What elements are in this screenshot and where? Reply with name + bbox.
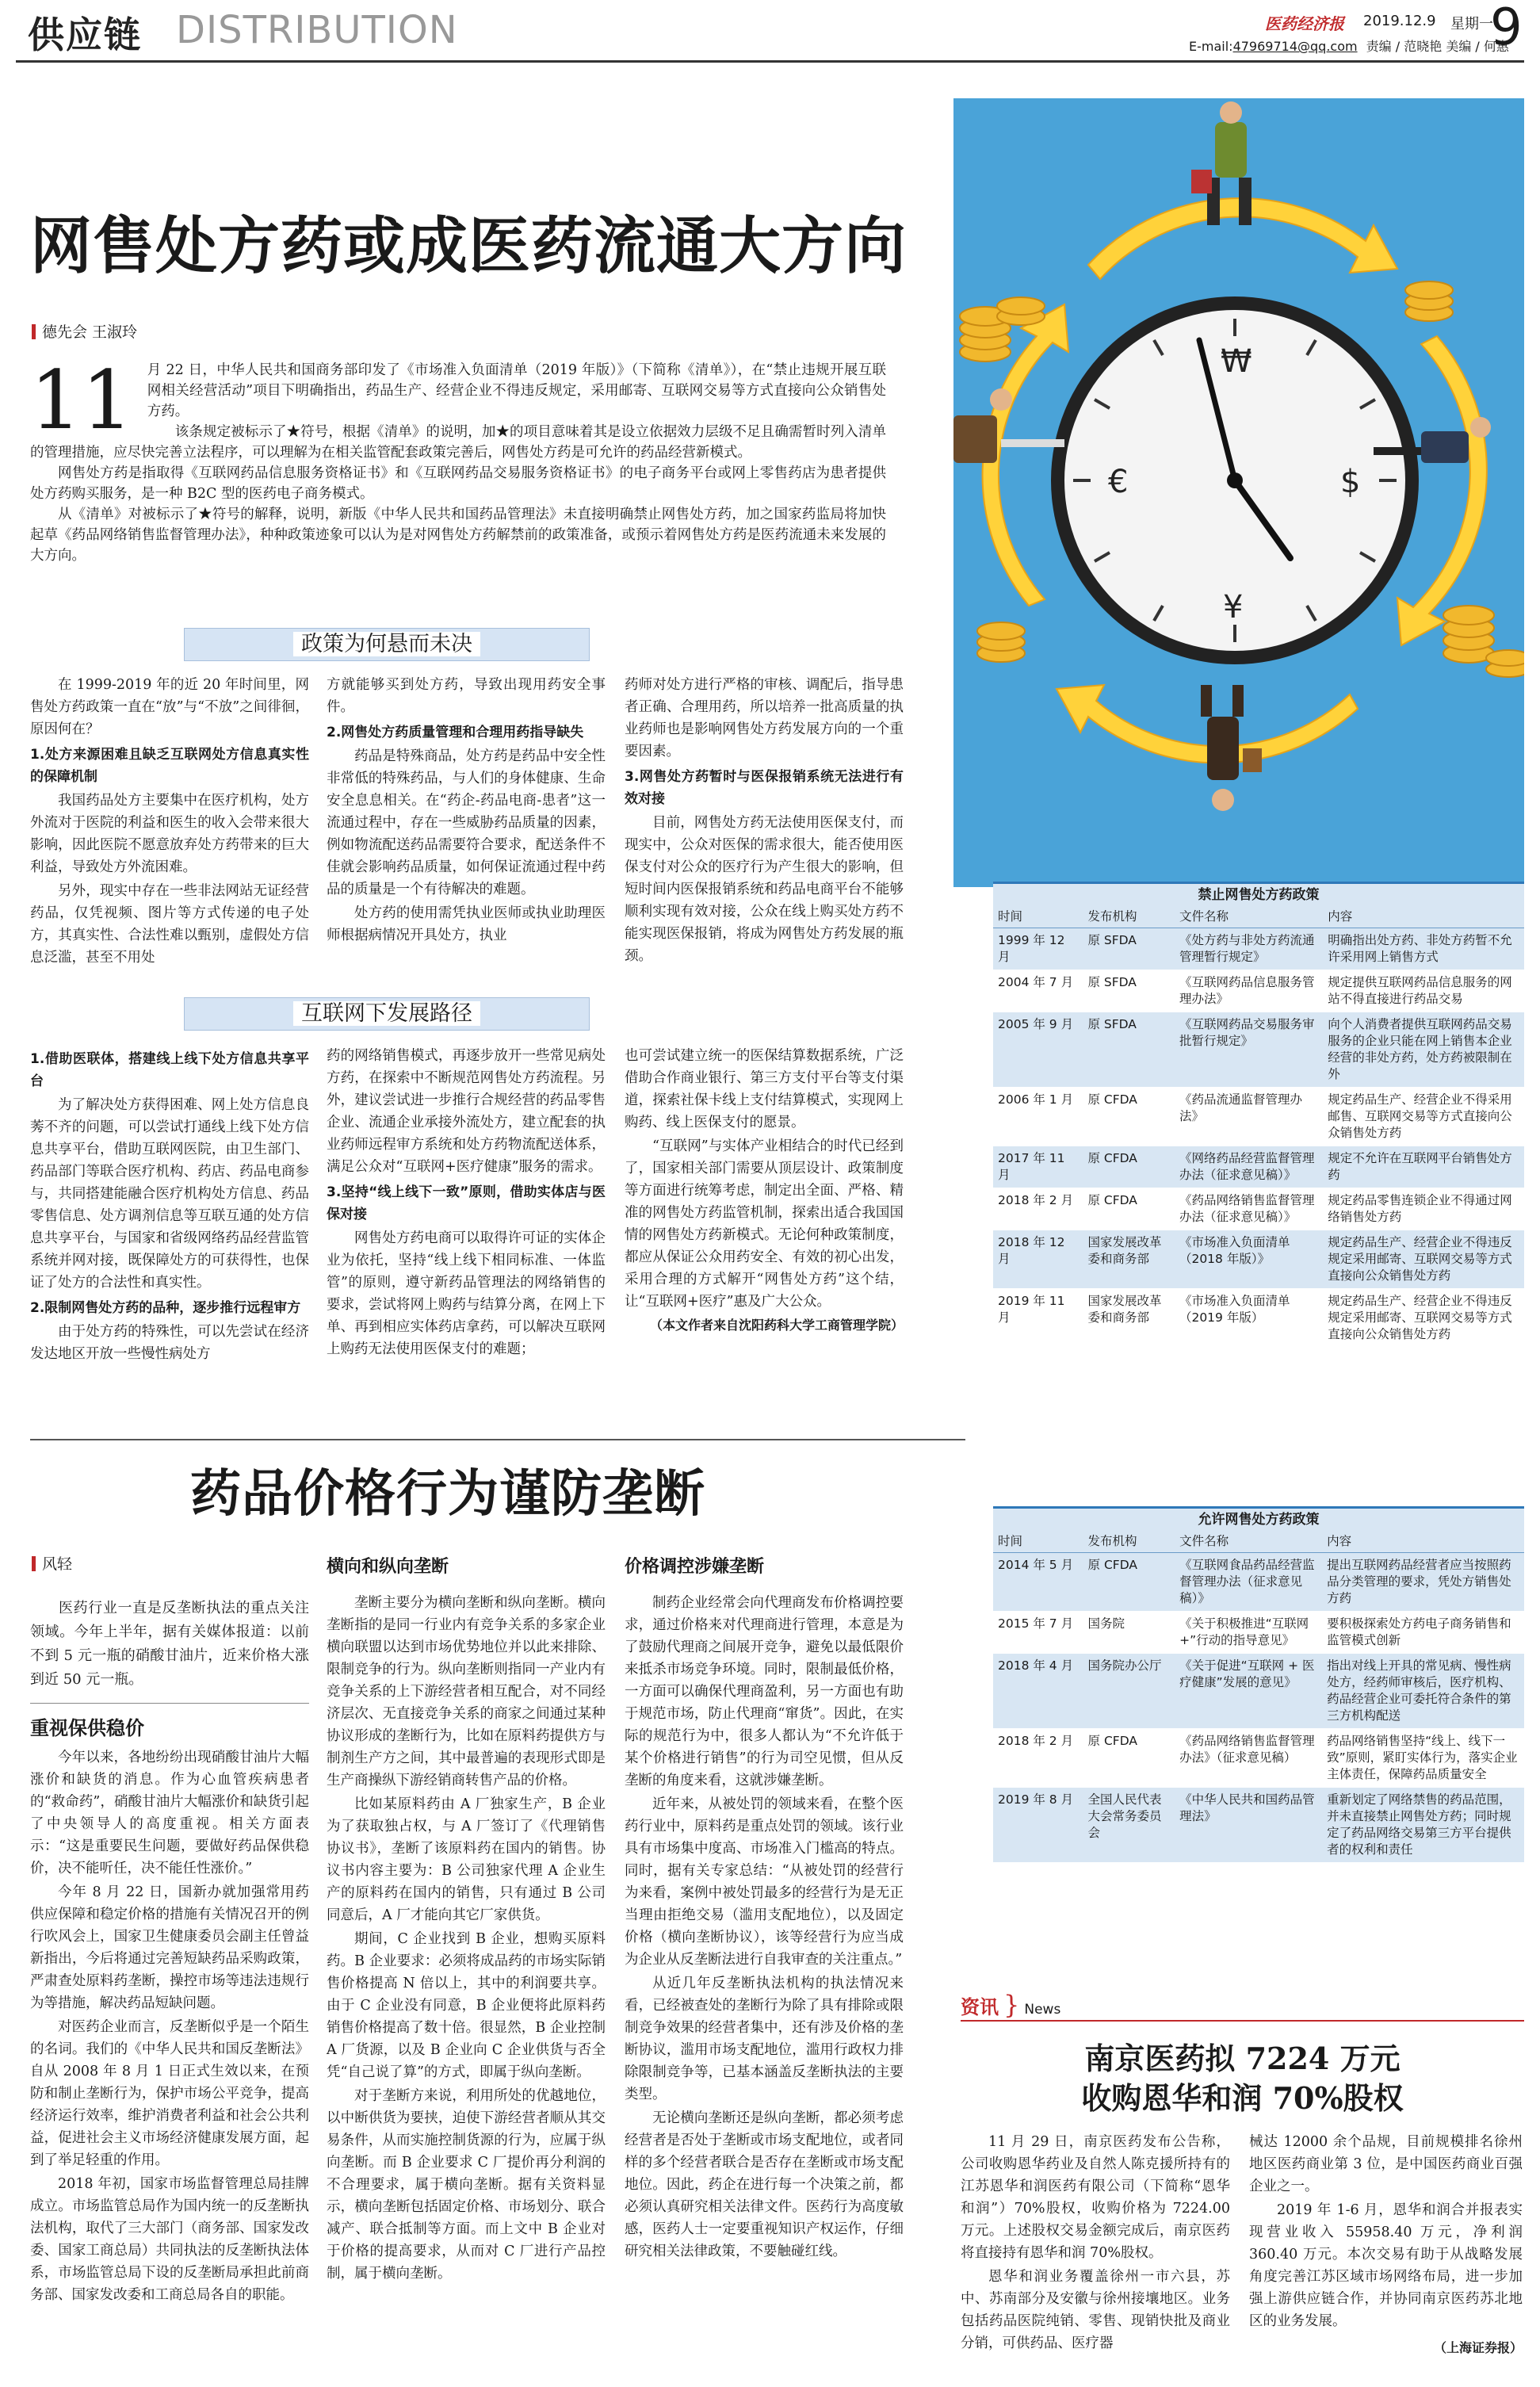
table-row	[993, 1012, 1524, 1088]
news-column-1	[961, 2131, 1230, 2356]
table-header-cell: 时间	[993, 906, 1083, 928]
table-cell: 国家发展改革委和商务部	[1083, 1230, 1175, 1289]
table-header-cell: 发布机构	[1083, 1531, 1175, 1553]
section-heading-path	[184, 997, 590, 1031]
table-cell: 《市场准入负面清单（2019 年版）	[1175, 1289, 1323, 1348]
table-cell: 规定药品生产、经营企业不得采用邮售、互联网交易等方式直接向公众销售处方药	[1323, 1088, 1524, 1146]
paragraph: 制药企业经常会向代理商发布价格调控要求，通过价格来对代理商进行管理，本意是为了鼓励代理商之间展开竞争，避免以最低限价来抵杀市场竞争环境。同时，限制最低价格，一方面可以确保代理商盈利，另一方面也有助于规范市场，防止代理商“窜货”。因此，在实际的规范行为中，很多人都认为“不允许低于某个价格进行销售”的行为司空见惯，但从反垄断的角度来看，这就涉嫌垄断。	[625, 1595, 904, 1788]
table-cell: 原 CFDA	[1083, 1088, 1175, 1146]
table-cell: 2019 年 11 月	[993, 1289, 1083, 1348]
table-cell: 《药品网络销售监督管理办法（征求意见稿）》	[1175, 1188, 1323, 1230]
paragraph: 方就能够买到处方药，导致出现用药安全事件。	[327, 677, 606, 715]
table-cell: 《关于积极推进“互联网+”行动的指导意见》	[1175, 1612, 1322, 1654]
ban-policy-table-title: 禁止网售处方药政策	[993, 882, 1524, 906]
news-tag-rule	[961, 2020, 1524, 2022]
table-cell: 明确指出处方药、非处方药暂不允许采用网上销售方式	[1323, 928, 1524, 970]
currency-yen: ¥	[1223, 589, 1244, 625]
currency-dollar: $	[1340, 464, 1361, 500]
table-cell: 《互联网药品信息服务管理办法》	[1175, 970, 1323, 1012]
table-cell: 重新划定了网络禁售的药品范围，并未直接禁止网售处方药；同时规定了药品网络交易第三方平台提供者的权利和责任	[1322, 1788, 1524, 1863]
table-row	[993, 1612, 1524, 1654]
paragraph: 2018 年初，国家市场监督管理总局挂牌成立。市场监管总局作为国内统一的反垄断执法机构，取代了三大部门（商务部、国家发改委、国家工商总局）共同执法的反垄断执法体系，市场监管总局下设的反垄断局承担此前商务部、国家发改委和工商总局各自的职能。	[30, 2176, 309, 2303]
table-cell: 2018 年 4 月	[993, 1654, 1083, 1729]
paragraph: 恩华和润业务覆盖徐州一市六县，苏中、苏南部分及安徽与徐州接壤地区。业务包括药品医院纯销、零售、现销快批及商业分销，可供药品、医疗器	[961, 2269, 1230, 2351]
table-cell: 2018 年 12 月	[993, 1230, 1083, 1289]
figure-left	[953, 388, 1064, 463]
table-cell: 原 CFDA	[1083, 1188, 1175, 1230]
antitrust-column-2	[327, 1554, 606, 2286]
table-header-row	[993, 1531, 1524, 1553]
lead-paragraph: 从《清单》对被标示了★符号的解释，说明，新版《中华人民共和国药品管理法》未直接明确禁止网售处方药，加之国家药监局将加快起草《药品网络销售监督管理办法》，种种政策迹象可以认为是对网售处方药解禁前的政策准备，或预示着网售处方药是医药流通未来发展的大方向。	[30, 507, 886, 564]
table-cell: 2004 年 7 月	[993, 970, 1083, 1012]
section-heading-policy	[184, 628, 590, 661]
subheading: 2.限制网售处方药的品种，逐步推行远程审方	[30, 1300, 301, 1316]
paragraph: 近年来，从被处罚的领域来看，在整个医药行业中，原料药是重点处罚的领域。该行业具有市场集中度高、市场准入门槛高的特点。同时，据有关专家总结：“从被处罚的经营行为来看，案例中被处罚最多的经营行为是无正当理由拒绝交易（滥用支配地位），以及固定价格（横向垄断协议），该等经营行为应当成为企业从反垄断法进行自我审查的关注重点。”	[625, 1796, 904, 1968]
lead-paragraph: 网售处方药是指取得《互联网药品信息服务资格证书》和《互联网药品交易服务资格证书》的电子商务平台或网上零售药店为患者提供处方药购买服务，是一种 B2C 型的医药电子商务模式。	[30, 465, 886, 502]
subheading: 1.处方来源困难且缺乏互联网处方信息真实性的保障机制	[30, 747, 309, 785]
contact-line	[1189, 36, 1509, 55]
table-cell: 2014 年 5 月	[993, 1553, 1083, 1612]
table-cell: 原 SFDA	[1083, 928, 1175, 970]
policy-column-1	[30, 674, 309, 970]
table-cell: 国务院办公厅	[1083, 1654, 1175, 1729]
paragraph: 比如某原料药由 A 厂独家生产，B 企业为了获取独占权，与 A 厂签订了《代理销售协议书》，垄断了该原料药在国内的销售。协议书内容主要为：B 公司独家代理 A 企业生产的原料药在国内的销售，只有通过 B 公司同意后，A 厂才能向其它厂家供货。	[327, 1796, 606, 1923]
section-title-en: DISTRIBUTION	[176, 8, 458, 52]
news-tag-en: News	[1024, 2002, 1061, 2018]
currency-won: ₩	[1221, 343, 1252, 380]
email-label: E-mail:	[1189, 39, 1233, 54]
table-header-cell: 文件名称	[1175, 906, 1323, 928]
news-title	[961, 2039, 1524, 2118]
drop-cap: 11	[30, 354, 133, 448]
table-cell: 原 SFDA	[1083, 970, 1175, 1012]
table-header-cell: 发布机构	[1083, 906, 1175, 928]
paragraph: 药品是特殊商品，处方药是药品中安全性非常低的特殊药品，与人们的身体健康、生命安全息息相关。在“药企-药品电商-患者”这一流通过程中，存在一些威胁药品质量的因素，例如物流配送药品需要符合要求，配送条件不佳就会影响药品质量，如何保证流通过程中药品的质量是一个有待解决的难题。	[327, 748, 606, 897]
news-bracket-icon: }	[1003, 1990, 1020, 2020]
paragraph: 对于垄断方来说，利用所处的优越地位，以中断供货为要挟，迫使下游经营者顺从其交易条件，从而实施控制货源的行为，应属于纵向垄断。而 B 企业要求 C 厂提价再分利润的不合理要求，属于横向垄断。据有关资料显示，横向垄断包括固定价格、市场划分、联合减产、联合抵制等方面。而上文中 B 企业对于价格的提高要求，从而对 C 厂进行产品控制，属于横向垄断。	[327, 2088, 606, 2282]
currency-euro: €	[1108, 464, 1129, 500]
author-name: 风轻	[42, 1555, 73, 1573]
paragraph: 网售处方药电商可以取得许可证的实体企业为依托，坚持“线上线下相同标准、一体监管”的原则，遵守新药品管理法的网络销售的要求，尝试将网上购药与结算分离，在网上下单、再到相应实体药店拿药，可以解决互联网上购药无法使用医保支付的难题；	[327, 1230, 606, 1357]
section-heading-text: 政策为何悬而未决	[293, 632, 480, 656]
paragraph: 在 1999-2019 年的近 20 年时间里，网售处方药政策一直在“放”与“不放”之间徘徊，原因何在？	[30, 677, 309, 737]
paragraph: 由于处方药的特殊性，可以先尝试在经济发达地区开放一些慢性病处方	[30, 1324, 309, 1362]
table-cell: 《药品网络销售监督管理办法》（征求意见稿）	[1175, 1729, 1322, 1788]
lead-block	[30, 354, 886, 566]
table-row	[993, 970, 1524, 1012]
table-cell: 要积极探索处方药电子商务销售和监管模式创新	[1322, 1612, 1524, 1654]
news-tag-cn: 资讯	[961, 1996, 999, 2018]
table-cell: 《互联网食品药品经营监督管理办法（征求意见稿）》	[1175, 1553, 1322, 1612]
paragraph: 垄断主要分为横向垄断和纵向垄断。横向垄断指的是同一行业内有竞争关系的多家企业横向联盟以达到市场优势地位并以此来排除、限制竞争的行为。纵向垄断则指同一产业内有竞争关系的上下游经营者相互配合，对不同经济层次、无直接竞争关系的商家之间通过某种协议形成的垄断行为，比如在原料药提供方与制剂生产方之间，其中最普遍的表现形式即是生产商操纵下游经销商转售产品的价格。	[327, 1595, 606, 1788]
paper-logo: 医药经济报	[1265, 14, 1344, 33]
paragraph: 无论横向垄断还是纵向垄断，都必须考虑经营者是否处于垄断或市场支配地位，或者同样的多个经营者联合是否存在垄断或市场支配地位。因此，药企在进行每一个决策之前，都必须认真研究相关法律文件。医药行为高度敏感，医药人士一定要重视知识产权运作，仔细研究相关法律政策，不要触碰红线。	[625, 2110, 904, 2259]
table-cell: 2019 年 8 月	[993, 1788, 1083, 1863]
news-tag	[961, 1990, 1060, 2020]
path-column-2	[327, 1045, 606, 1362]
antitrust-column-3	[625, 1554, 904, 2264]
article-title: 网售处方药或成医药流通大方向	[30, 210, 908, 282]
paragraph: 2019 年 1-6 月，恩华和润合并报表实现营业收入 55958.40 万元，净利润 360.40 万元。本次交易有助于从战略发展角度完善江苏区域市场网络布局，进一步加强上游供应链合作，并协同南京医药苏北地区的业务发展。	[1249, 2202, 1523, 2329]
paragraph: 11 月 29 日，南京医药发布公告称，公司收购恩华药业及自然人陈克援所持有的江苏恩华和润医药有限公司（下简称“恩华和润”）70%股权，收购价格为 7224.00 万元。上述股权交易金额完成后，南京医药将直接持有恩华和润 70%股权。	[961, 2134, 1230, 2261]
table-cell: 1999 年 12 月	[993, 928, 1083, 970]
table-cell: 国务院	[1083, 1612, 1175, 1654]
table-cell: 规定药品零售连锁企业不得通过网络销售处方药	[1323, 1188, 1524, 1230]
paragraph: 对医药企业而言，反垄断似乎是一个陌生的名词。我们的《中华人民共和国反垄断法》自从 2008 年 8 月 1 日正式生效以来，在预防和制止垄断行为，保护市场公平竞争，提高经济运行效率，维护消费者利益和社会公共利益，促进社会主义市场经济健康发展方面，起到了举足轻重的作用。	[30, 2019, 309, 2168]
table-cell: 2017 年 11 月	[993, 1146, 1083, 1188]
table-cell: 《中华人民共和国药品管理法》	[1175, 1788, 1322, 1863]
lead-paragraph: 该条规定被标示了★符号，根据《清单》的说明，加★的项目意味着其是设立依据效力层级不足且确需暂时列入清单的管理措施，应尽快完善立法程序，可以理解为在相关监管配套政策完善后，网售处方药是可允许的药品经营新模式。	[30, 424, 886, 461]
table-header-cell: 时间	[993, 1531, 1083, 1553]
header-divider	[16, 60, 1524, 63]
path-column-1	[30, 1045, 309, 1367]
byline-marker	[32, 324, 36, 339]
table-cell: 药品网络销售坚持“线上、线下一致”原则，紧盯实体行为，落实企业主体责任，保障药品质量安全	[1322, 1729, 1524, 1788]
subheading: 1.借助医联体，搭建线上线下处方信息共享平台	[30, 1051, 309, 1089]
table-row	[993, 1230, 1524, 1289]
table-row	[993, 1088, 1524, 1146]
subheading: 3.网售处方药暂时与医保报销系统无法进行有效对接	[625, 769, 904, 807]
allow-policy-table-title: 允许网售处方药政策	[993, 1506, 1524, 1531]
email-address[interactable]: 47969714@qq.com	[1232, 39, 1358, 54]
table-row	[993, 928, 1524, 970]
page-header	[0, 0, 1540, 63]
table-cell: 《关于促进“互联网 + 医疗健康”发展的意见》	[1175, 1654, 1322, 1729]
table-row	[993, 1654, 1524, 1729]
subhead: 横向和纵向垄断	[327, 1557, 449, 1577]
table-cell: 2018 年 2 月	[993, 1188, 1083, 1230]
table-row	[993, 1729, 1524, 1788]
divider-line	[30, 1439, 965, 1440]
section-title-cn: 供应链	[28, 13, 142, 56]
paragraph: 械达 12000 余个品规，目前规模排名徐州地区医药商业第 3 位，是中国医药商业百强企业之一。	[1249, 2134, 1523, 2194]
table-cell: 2006 年 1 月	[993, 1088, 1083, 1146]
table-cell: 提出互联网药品经营者应当按照药品分类管理的要求，凭处方销售处方药	[1322, 1553, 1524, 1612]
intro-box: 医药行业一直是反垄断执法的重点关注领域。今年上半年，据有关媒体报道：以前不到 5 元一瓶的硝酸甘油片，近来价格大涨到近 50 元一瓶。	[30, 1593, 309, 1704]
table-cell: 全国人民代表大会常务委员会	[1083, 1788, 1175, 1863]
table-cell: 原 CFDA	[1083, 1729, 1175, 1788]
issue-weekday: 星期一	[1450, 16, 1493, 33]
table-cell: 《药品流通监督管理办法》	[1175, 1088, 1323, 1146]
editor-credits: 责编 / 范晓艳 美编 / 何惠	[1366, 39, 1509, 54]
table-header-cell: 内容	[1323, 906, 1524, 928]
table-cell: 原 CFDA	[1083, 1553, 1175, 1612]
page-number: 9	[1490, 0, 1523, 57]
paragraph: 从近几年反垄断执法机构的执法情况来看，已经被查处的垄断行为除了具有排除或限制竞争效果的经营者集中，还有涉及价格的垄断协议，滥用市场支配地位，滥用行政权力排除限制竞争等，已基本涵盖反垄断执法的主要类型。	[625, 1976, 904, 2102]
allow-policy-table	[993, 1531, 1524, 1863]
policy-column-3	[625, 674, 904, 969]
paragraph: 药师对处方进行严格的审核、调配后，指导患者正确、合理用药，所以培养一批高质量的执业药师也是影响网售处方药发展方向的一个重要因素。	[625, 677, 904, 759]
paragraph: 期间，C 企业找到 B 企业，想购买原料药。B 企业要求：必须将成品药的市场实际销售价格提高 N 倍以上，其中的利润要共享。由于 C 企业没有同意，B 企业便将此原料药销售价格提高了数十倍。很显然，B 企业控制 A 厂货源，以及 B 企业向 C 企业供货与否全凭“自己说了算”的方式，即属于纵向垄断。	[327, 1931, 606, 2080]
table-cell: 原 SFDA	[1083, 1012, 1175, 1088]
table-header-cell: 文件名称	[1175, 1531, 1322, 1553]
article2-byline	[32, 1552, 72, 1574]
subhead: 重视保供稳价	[30, 1717, 144, 1739]
antitrust-column-1	[30, 1593, 309, 2308]
table-cell: 《网络药品经营监督管理办法（征求意见稿）》	[1175, 1146, 1323, 1188]
paragraph: 目前，网售处方药无法使用医保支付，而现实中，公众对医保的需求很大，能否使用医保支付对公众的医疗行为产生很大的影响，但短时间内医保报销系统和药品电商平台不能够顺利实现有效对接，公众在线上购买处方药不能实现医保报销，将成为网售处方药发展的瓶颈。	[625, 815, 904, 964]
paragraph: 为了解决处方获得困难、网上处方信息良莠不齐的问题，可以尝试打通线上线下处方信息共享平台，借助互联网医院，由卫生部门、药品部门等联合医疗机构、药店、药品电商参与，共同搭建能融合医疗机构处方信息、药品零售信息、处方调剂信息等互联互通的处方信息共享平台，与国家和省级网络药品经营监管系统并网对接，既保障处方的可获得性，也保证了处方的合法性和真实性。	[30, 1097, 309, 1291]
ban-policy-table	[993, 906, 1524, 1348]
clock-illustration	[953, 98, 1524, 887]
table-row	[993, 1788, 1524, 1863]
paragraph: 今年以来，各地纷纷出现硝酸甘油片大幅涨价和缺货的消息。作为心血管疾病患者的“救命药”，硝酸甘油片大幅涨价和缺货引起了中央领导人的高度重视。相关方面表示：“这是重要民生问题，要做好药品保供稳价，决不能听任，决不能任性涨价。”	[30, 1750, 309, 1876]
article2-title: 药品价格行为谨防垄断	[190, 1464, 705, 1524]
section-heading-text: 互联网下发展路径	[293, 1001, 480, 1026]
table-cell: 国家发展改革委和商务部	[1083, 1289, 1175, 1348]
clock-svg	[953, 98, 1524, 887]
author-names: 德先会 王淑玲	[42, 323, 138, 341]
table-cell: 2015 年 7 月	[993, 1612, 1083, 1654]
table-row	[993, 1188, 1524, 1230]
news-title-line2: 收购恩华和润 70%股权	[1081, 2080, 1404, 2116]
table-cell: 向个人消费者提供互联网药品交易服务的企业只能在网上销售本企业经营的非处方药，处方药被限制在外	[1323, 1012, 1524, 1088]
paragraph: 今年 8 月 22 日，国新办就加强常用药供应保障和稳定价格的措施有关情况召开的例行吹风会上，国家卫生健康委员会副主任曾益新指出，今后将通过完善短缺药品采购政策，严肃查处原料药垄断，操控市场等违法违规行为等措施，解决药品短缺问题。	[30, 1884, 309, 2011]
paragraph: 另外，现实中存在一些非法网站无证经营药品，仅凭视频、图片等方式传递的电子处方，其真实性、合法性难以甄别，虚假处方信息泛滥，甚至不用处	[30, 883, 309, 966]
table-cell: 规定药品生产、经营企业不得违反规定采用邮寄、互联网交易等方式直接向公众销售处方药	[1323, 1230, 1524, 1289]
paragraph: 处方药的使用需凭执业医师或执业助理医师根据病情况开具处方，执业	[327, 905, 606, 943]
policy-column-2	[327, 674, 606, 948]
table-cell: 2005 年 9 月	[993, 1012, 1083, 1088]
table-cell: 规定不允许在互联网平台销售处方药	[1323, 1146, 1524, 1188]
paragraph: 药的网络销售模式，再逐步放开一些常见病处方药，在探索中不断规范网售处方药流程。另外，建议尝试进一步推行合规经营的药品零售企业、流通企业承接外流处方，建立配套的执业药师远程审方系统和处方药物流配送体系，满足公众对“互联网+医疗健康”服务的需求。	[327, 1048, 606, 1175]
table-cell: 规定药品生产、经营企业不得违反规定采用邮寄、互联网交易等方式直接向公众销售处方药	[1323, 1289, 1524, 1348]
table-header-cell: 内容	[1322, 1531, 1524, 1553]
subheading: 3.坚持“线上线下一致”原则，借助实体店与医保对接	[327, 1184, 606, 1222]
news-column-2	[1249, 2131, 1523, 2359]
table-row	[993, 1289, 1524, 1348]
byline-marker	[32, 1556, 36, 1571]
table-row	[993, 1146, 1524, 1188]
paragraph: 我国药品处方主要集中在医疗机构，处方外流对于医院的利益和医生的收入会带来很大影响，因此医院不愿意放弃处方药带来的巨大利益，导致处方外流困难。	[30, 793, 309, 875]
subhead: 价格调控涉嫌垄断	[625, 1557, 765, 1577]
table-cell: 《市场准入负面清单（2018 年版）》	[1175, 1230, 1323, 1289]
news-source: （上海证券报）	[1433, 2340, 1523, 2355]
table-cell: 原 CFDA	[1083, 1146, 1175, 1188]
lead-first-paragraph: 月 22 日，中华人民共和国商务部印发了《市场准入负面清单（2019 年版）》（下简称《清单》），在“禁止违规开展互联网相关经营活动”项目下明确指出，药品生产、经营企业不得违反规定，采用邮寄、互联网交易等方式直接向公众销售处方药。	[147, 362, 886, 419]
issue-date: 2019.12.9	[1363, 13, 1436, 29]
table-cell: 《互联网药品交易服务审批暂行规定》	[1175, 1012, 1323, 1088]
table-header-row	[993, 906, 1524, 928]
subheading: 2.网售处方药质量管理和合理用药指导缺失	[327, 725, 584, 740]
path-column-3	[625, 1045, 904, 1338]
table-cell: 《处方药与非处方药流通管理暂行规定》	[1175, 928, 1323, 970]
table-row	[993, 1553, 1524, 1612]
paragraph: 也可尝试建立统一的医保结算数据系统，广泛借助合作商业银行、第三方支付平台等支付渠道，探索社保卡线上支付结算模式，实现网上购药、线上医保支付的愿景。	[625, 1048, 904, 1130]
table-cell: 指出对线上开具的常见病、慢性病处方，经药师审核后，医疗机构、药品经营企业可委托符合条件的第三方机构配送	[1322, 1654, 1524, 1729]
news-title-line1: 南京医药拟 7224 万元	[1084, 2041, 1401, 2076]
table-cell: 规定提供互联网药品信息服务的网站不得直接进行药品交易	[1323, 970, 1524, 1012]
author-note: （本文作者来自沈阳药科大学工商管理学院）	[650, 1318, 904, 1333]
table-cell: 2018 年 2 月	[993, 1729, 1083, 1788]
article-byline	[32, 320, 137, 342]
paragraph: “互联网”与实体产业相结合的时代已经到了，国家相关部门需要从顶层设计、政策制度等方面进行统筹考虑，制定出全面、严格、精准的网售处方药监管机制，探索出适合我国国情的网售处方药新模式。无论何种政策制度，都应从保证公众用药安全、有效的初心出发，采用合理的方式解开“网售处方药”这个结，让“互联网+医疗”惠及广大公众。	[625, 1138, 904, 1310]
